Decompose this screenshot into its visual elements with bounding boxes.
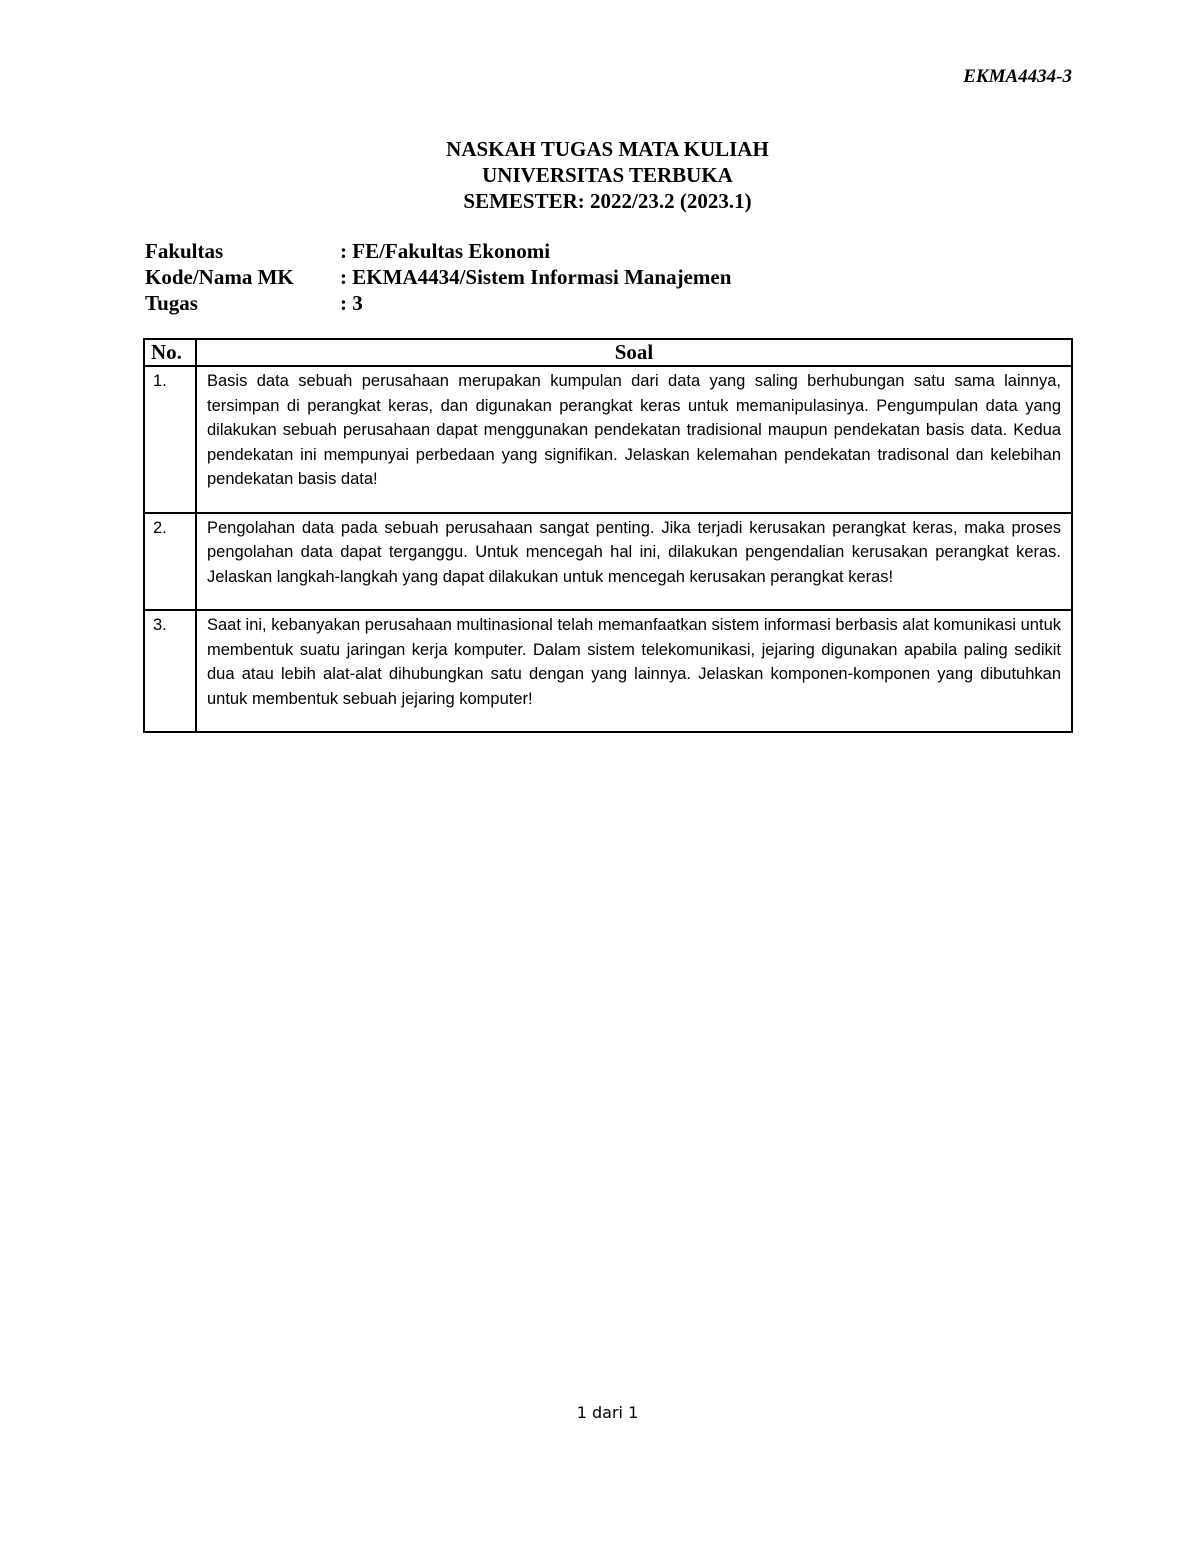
fakultas-value: : FE/Fakultas Ekonomi: [340, 239, 551, 263]
meta-row-fakultas: [145, 238, 731, 264]
header-no: No.: [144, 339, 196, 366]
question-text: Pengolahan data pada sebuah perusahaan sangat penting. Jika terjadi kerusakan perangkat keras, maka proses pengolahan data dapat terganggu. Untuk mencegah hal ini, dilakukan pengendalian kerusakan perangkat keras. Jelaskan langkah-langkah yang dapat dilakukan untuk mencegah kerusakan perangkat keras!: [196, 513, 1072, 611]
kode-value: : EKMA4434/Sistem Informasi Manajemen: [340, 265, 732, 289]
table-row: [144, 513, 1072, 611]
table-row: [144, 366, 1072, 513]
title-line-1: NASKAH TUGAS MATA KULIAH: [446, 137, 769, 161]
meta-row-tugas: [145, 290, 731, 316]
document-title: [0, 136, 1200, 214]
fakultas-label: Fakultas: [145, 239, 224, 263]
question-text: Saat ini, kebanyakan perusahaan multinasional telah memanfaatkan sistem informasi berbasis alat komunikasi untuk membentuk suatu jaringan kerja komputer. Dalam sistem telekomunikasi, jejaring digunakan apabila paling sedikit dua atau lebih alat-alat dihubungkan satu dengan yang lainnya. Jelaskan komponen-komponen yang dibutuhkan untuk membentuk sebuah jejaring komputer!: [196, 610, 1072, 732]
question-text: Basis data sebuah perusahaan merupakan kumpulan dari data yang saling berhubungan satu sama lainnya, tersimpan di perangkat keras, dan digunakan perangkat keras untuk memanipulasinya. Pengumpulan data yang dilakukan sebuah perusahaan dapat menggunakan pendekatan tradisional maupun pendekatan basis data. Kedua pendekatan ini mempunyai perbedaan yang signifikan. Jelaskan kelemahan pendekatan tradisonal dan kelebihan pendekatan basis data!: [196, 366, 1072, 513]
kode-label: Kode/Nama MK: [145, 265, 294, 289]
title-line-2: UNIVERSITAS TERBUKA: [482, 163, 733, 187]
question-number: 3.: [144, 610, 196, 732]
course-info: [145, 238, 731, 316]
header-soal: Soal: [196, 339, 1072, 366]
page-number: 1 dari 1: [576, 1403, 639, 1422]
tugas-value: : 3: [340, 291, 363, 315]
meta-row-kode: [145, 264, 731, 290]
questions-table: [143, 338, 1073, 733]
title-line-3: SEMESTER: 2022/23.2 (2023.1): [463, 189, 752, 213]
table-row: [144, 610, 1072, 732]
table-header-row: [144, 339, 1072, 366]
tugas-label: Tugas: [145, 291, 198, 315]
question-number: 2.: [144, 513, 196, 611]
document-code: EKMA4434-3: [963, 66, 1072, 87]
question-number: 1.: [144, 366, 196, 513]
